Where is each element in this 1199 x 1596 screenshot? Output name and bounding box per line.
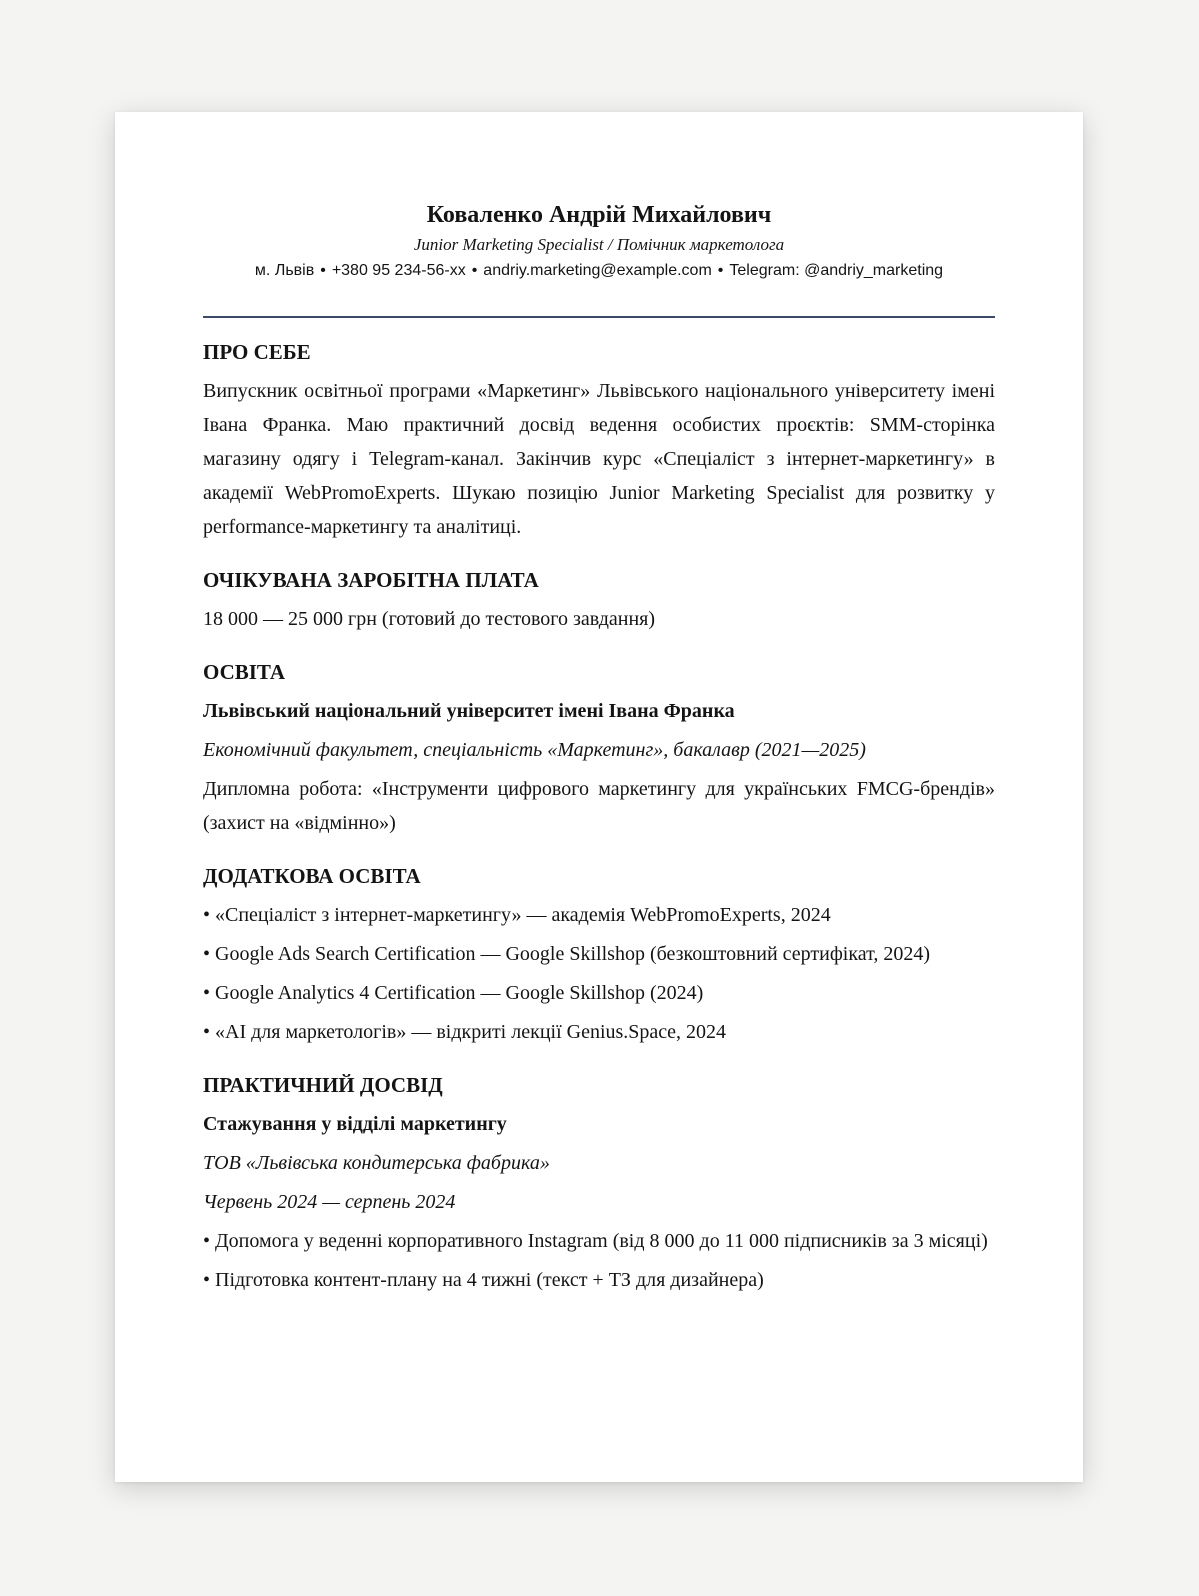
education-thesis: Дипломна робота: «Інструменти цифрового маркетингу для українських FMCG-брендів» (захист на «відмінно») xyxy=(203,778,995,834)
section-title-salary: ОЧІКУВАНА ЗАРОБІТНА ПЛАТА xyxy=(203,568,539,592)
contact-separator: • xyxy=(320,262,326,279)
contact-separator: • xyxy=(471,262,478,279)
about-text: Випускник освітньої програми «Маркетинг» Львівського національного університету імені Івана Франка. Маю практичний досвід ведення особистих проєктів: SMM-сторінка магазину одягу і Telegram-канал. Закінчив курс «Спеціаліст з інтернет-маркетингу» в академії WebPromoExperts. Шукаю позицію Junior Marketing Specialist для розвитку у performance-маркетингу та аналітиці. xyxy=(203,380,995,538)
section-salary xyxy=(203,566,995,636)
section-title-extra-education: ДОДАТКОВА ОСВІТА xyxy=(203,864,421,888)
contact-telegram: Telegram: @andriy_marketing xyxy=(729,262,944,279)
list-item: • «Спеціаліст з інтернет-маркетингу» — академія WebPromoExperts, 2024 xyxy=(203,904,831,926)
section-experience xyxy=(203,1071,995,1297)
list-item: • Підготовка контент-плану на 4 тижні (текст + ТЗ для дизайнера) xyxy=(203,1269,764,1291)
contact-line xyxy=(203,260,995,282)
resume-header xyxy=(203,200,995,282)
contact-email: andriy.marketing@example.com xyxy=(483,262,712,279)
section-extra-education xyxy=(203,862,995,1049)
candidate-name: Коваленко Андрій Михайлович xyxy=(426,202,772,228)
section-about xyxy=(203,338,995,544)
education-institution: Львівський національний університет імені Івана Франка xyxy=(203,700,735,722)
education-details: Економічний факультет, спеціальність «Маркетинг», бакалавр (2021—2025) xyxy=(203,739,866,761)
list-item: • «AI для маркетологів» — відкриті лекції Genius.Space, 2024 xyxy=(203,1021,727,1043)
list-item: • Допомога у веденні корпоративного Instagram (від 8 000 до 11 000 підписників за 3 місяці) xyxy=(203,1230,988,1252)
contact-separator: • xyxy=(717,262,724,279)
section-education xyxy=(203,658,995,840)
salary-text: 18 000 — 25 000 грн (готовий до тестового завдання) xyxy=(203,608,656,630)
contact-city: м. Львів xyxy=(254,262,315,279)
section-title-about: ПРО СЕБЕ xyxy=(203,340,311,364)
experience-period: Червень 2024 — серпень 2024 xyxy=(203,1191,456,1213)
experience-company: ТОВ «Львівська кондитерська фабрика» xyxy=(203,1152,550,1174)
list-item: • Google Analytics 4 Certification — Google Skillshop (2024) xyxy=(203,982,704,1004)
experience-position: Стажування у відділі маркетингу xyxy=(203,1113,507,1135)
resume-page xyxy=(115,112,1083,1482)
header-divider xyxy=(203,316,995,318)
list-item: • Google Ads Search Certification — Google Skillshop (безкоштовний сертифікат, 2024) xyxy=(203,943,931,965)
section-title-education: ОСВІТА xyxy=(203,660,286,684)
candidate-position: Junior Marketing Specialist / Помічник маркетолога xyxy=(413,235,785,254)
contact-phone: +380 95 234-56-xx xyxy=(331,262,466,279)
section-title-experience: ПРАКТИЧНИЙ ДОСВІД xyxy=(203,1073,443,1097)
